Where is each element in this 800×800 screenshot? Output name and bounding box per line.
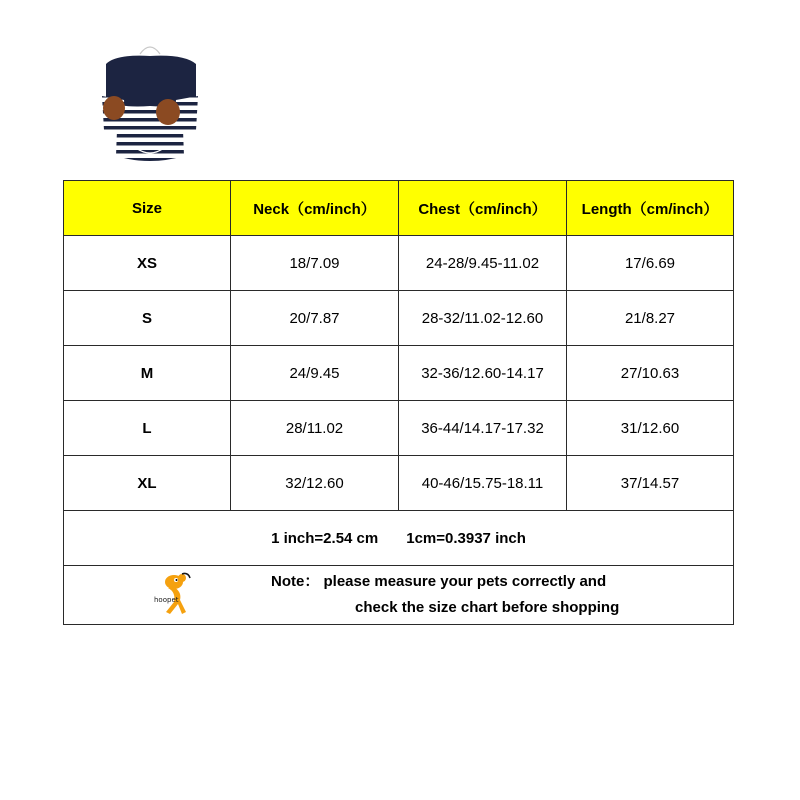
note-row xyxy=(64,566,734,625)
neck-cell: 24/9.45 xyxy=(231,346,399,401)
size-cell: M xyxy=(64,346,231,401)
chest-cell: 32-36/12.60-14.17 xyxy=(399,346,567,401)
chest-cell: 36-44/14.17-17.32 xyxy=(399,401,567,456)
dog-mascot-icon xyxy=(152,572,206,620)
dog-hoodie-illustration xyxy=(96,38,204,170)
note-line-1: Note： please measure your pets correctly and xyxy=(271,573,607,590)
header-size: Size xyxy=(64,181,231,236)
neck-cell: 32/12.60 xyxy=(231,456,399,511)
size-chart-table xyxy=(63,180,734,625)
table-row xyxy=(64,401,734,456)
conversion-row xyxy=(64,511,734,566)
table-row xyxy=(64,456,734,511)
header-neck: Neck（cm/inch） xyxy=(231,181,399,236)
neck-cell: 18/7.09 xyxy=(231,236,399,291)
chest-cell: 40-46/15.75-18.11 xyxy=(399,456,567,511)
length-cell: 17/6.69 xyxy=(567,236,734,291)
table-header-row xyxy=(64,181,734,236)
neck-cell: 20/7.87 xyxy=(231,291,399,346)
length-cell: 27/10.63 xyxy=(567,346,734,401)
length-cell: 21/8.27 xyxy=(567,291,734,346)
product-image xyxy=(96,38,204,170)
table-row xyxy=(64,291,734,346)
note-cell xyxy=(64,566,734,625)
inch-to-cm-text: 1 inch=2.54 cm xyxy=(271,529,379,547)
note-line-2: check the size chart before shopping xyxy=(355,599,620,616)
size-cell: XL xyxy=(64,456,231,511)
header-chest: Chest（cm/inch） xyxy=(399,181,567,236)
chest-cell: 28-32/11.02-12.60 xyxy=(399,291,567,346)
length-cell: 31/12.60 xyxy=(567,401,734,456)
table-row xyxy=(64,346,734,401)
table-row xyxy=(64,236,734,291)
chest-cell: 24-28/9.45-11.02 xyxy=(399,236,567,291)
neck-cell: 28/11.02 xyxy=(231,401,399,456)
header-length: Length（cm/inch） xyxy=(567,181,734,236)
conversion-cell xyxy=(64,511,734,566)
size-cell: L xyxy=(64,401,231,456)
brand-logo xyxy=(152,572,206,620)
size-cell: XS xyxy=(64,236,231,291)
cm-to-inch-text: 1cm=0.3937 inch xyxy=(406,529,526,547)
size-cell: S xyxy=(64,291,231,346)
length-cell: 37/14.57 xyxy=(567,456,734,511)
logo-text: hoopet xyxy=(154,596,179,604)
